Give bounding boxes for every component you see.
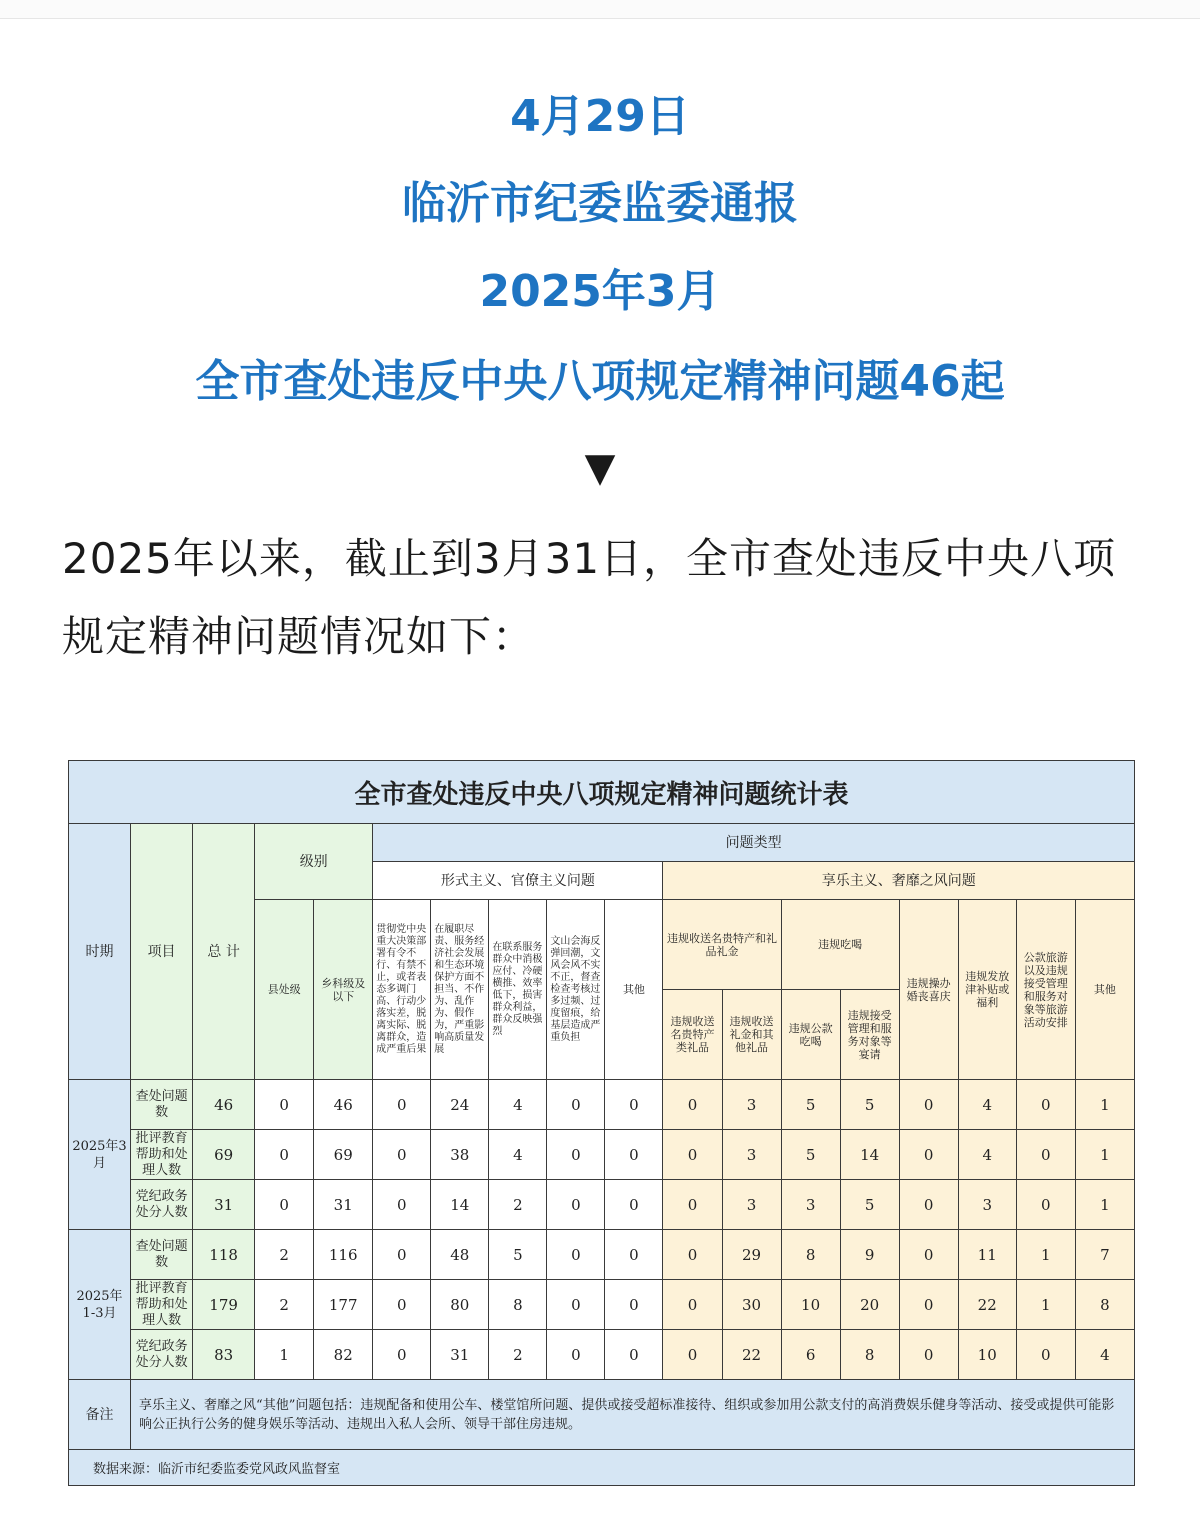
table-cell: 0 [663,1130,722,1180]
header-problem-types: 问题类型 [373,824,1135,862]
header-gift-col: 违规收送名贵特产类礼品 [663,990,722,1080]
table-cell: 38 [431,1130,489,1180]
header-dining-col: 违规接受管理和服务对象等宴请 [840,990,899,1080]
header-formalism-col: 贯彻党中央重大决策部署有令不行、有禁不止，或者表态多调门高、行动少落实差，脱离实际、脱离群众，造成严重后果 [373,900,431,1080]
table-cell: 0 [899,1080,958,1130]
table-row [69,1130,1135,1180]
table-cell: 82 [314,1330,373,1380]
table-cell: 4 [958,1080,1016,1130]
table-cell: 0 [547,1330,605,1380]
headline-date: 4月29日 [510,91,690,142]
row-item-label: 党纪政务处分人数 [131,1330,193,1380]
header-level: 级别 [255,824,373,900]
table-cell: 0 [605,1330,663,1380]
table-cell: 3 [722,1130,781,1180]
table-cell: 22 [722,1330,781,1380]
table-cell: 80 [431,1280,489,1330]
table-cell: 30 [722,1280,781,1330]
header-formalism-col: 文山会海反弹回潮，文风会风不实不正，督查检查考核过多过频、过度留痕，给基层造成严重负担 [547,900,605,1080]
table-cell: 0 [899,1130,958,1180]
header-hedonism-other: 其他 [1075,900,1134,1080]
table-cell: 5 [489,1230,547,1280]
table-cell: 0 [255,1130,314,1180]
table-cell: 0 [663,1180,722,1230]
period-label: 2025年1-3月 [69,1230,131,1380]
table-cell: 1 [1075,1130,1134,1180]
note-label: 备注 [69,1380,131,1450]
table-cell: 0 [1016,1330,1075,1380]
row-item-label: 批评教育帮助和处理人数 [131,1280,193,1330]
table-cell: 11 [958,1230,1016,1280]
data-source: 数据来源：临沂市纪委监委党风政风监督室 [69,1450,1135,1486]
table-cell: 177 [314,1280,373,1330]
header-formalism-col: 在履职尽责、服务经济社会发展和生态环境保护方面不担当、不作为、乱作为、假作为，严重影响高质量发展 [431,900,489,1080]
table-cell: 116 [314,1230,373,1280]
table-cell: 31 [431,1330,489,1380]
table-cell: 1 [1075,1180,1134,1230]
header-travel: 公款旅游以及违规接受管理和服务对象等旅游活动安排 [1016,900,1075,1080]
table-cell: 14 [431,1180,489,1230]
row-item-label: 党纪政务处分人数 [131,1180,193,1230]
table-cell: 0 [1016,1180,1075,1230]
table-cell: 0 [899,1280,958,1330]
table-cell: 118 [193,1230,255,1280]
table-cell: 8 [489,1280,547,1330]
table-cell: 8 [840,1330,899,1380]
table-row [69,1330,1135,1380]
table-cell: 1 [1075,1080,1134,1130]
table-cell: 0 [899,1230,958,1280]
table-cell: 0 [663,1230,722,1280]
table-cell: 0 [547,1180,605,1230]
table-cell: 0 [547,1230,605,1280]
table-cell: 0 [663,1330,722,1380]
table-cell: 0 [547,1130,605,1180]
table-cell: 69 [193,1130,255,1180]
table-cell: 0 [547,1280,605,1330]
table-cell: 3 [722,1180,781,1230]
table-cell: 0 [605,1180,663,1230]
row-item-label: 查处问题数 [131,1230,193,1280]
header-formalism: 形式主义、官僚主义问题 [373,862,663,900]
table-cell: 0 [547,1080,605,1130]
table-cell: 31 [314,1180,373,1230]
table-cell: 179 [193,1280,255,1330]
table-cell: 0 [1016,1130,1075,1180]
header-township-level: 乡科级及以下 [314,900,373,1080]
header-gift-group: 违规收送名贵特产和礼品礼金 [663,900,781,990]
headline-month: 2025年3月 [479,266,721,317]
table-cell: 0 [663,1280,722,1330]
header-hedonism: 享乐主义、奢靡之风问题 [663,862,1135,900]
table-cell: 20 [840,1280,899,1330]
table-cell: 4 [958,1130,1016,1180]
table-row [69,1230,1135,1280]
top-bar [0,0,1200,19]
table-cell: 0 [899,1330,958,1380]
table-cell: 0 [1016,1080,1075,1130]
table-cell: 2 [255,1280,314,1330]
table-cell: 2 [255,1230,314,1280]
table-cell: 46 [314,1080,373,1130]
table-cell: 10 [781,1280,840,1330]
header-county-level: 县处级 [255,900,314,1080]
table-cell: 0 [255,1180,314,1230]
table-cell: 5 [840,1080,899,1130]
header-item: 项目 [131,824,193,1080]
table-cell: 46 [193,1080,255,1130]
table-row [69,1180,1135,1230]
header-formalism-col: 在联系服务群众中消极应付、冷硬横推、效率低下，损害群众利益，群众反映强烈 [489,900,547,1080]
table-title: 全市查处违反中央八项规定精神问题统计表 [69,761,1135,824]
headline-issuer: 临沂市纪委监委通报 [402,178,798,229]
header-formalism-other: 其他 [605,900,663,1080]
table-cell: 3 [722,1080,781,1130]
table-cell: 0 [605,1280,663,1330]
table-row [69,1280,1135,1330]
table-row [69,1080,1135,1130]
table-cell: 10 [958,1330,1016,1380]
header-allowance: 违规发放津补贴或福利 [958,900,1016,1080]
table-cell: 8 [1075,1280,1134,1330]
table-cell: 22 [958,1280,1016,1330]
table-cell: 1 [1016,1230,1075,1280]
table-cell: 0 [899,1180,958,1230]
table-cell: 4 [489,1130,547,1180]
table-cell: 6 [781,1330,840,1380]
table-cell: 0 [605,1130,663,1180]
note-text: 享乐主义、奢靡之风“其他”问题包括：违规配备和使用公车、楼堂馆所问题、提供或接受超标准接待、组织或参加用公款支付的高消费娱乐健身等活动、接受或提供可能影响公正执行公务的健身娱乐等活动、违规出入私人会所、领导干部住房违规。 [131,1380,1135,1450]
header-period: 时期 [69,824,131,1080]
table-cell: 5 [781,1130,840,1180]
table-cell: 1 [255,1330,314,1380]
table-cell: 0 [373,1080,431,1130]
table-cell: 2 [489,1180,547,1230]
table-cell: 7 [1075,1230,1134,1280]
table-cell: 0 [373,1130,431,1180]
header-dining-col: 违规公款吃喝 [781,990,840,1080]
header-wedding: 违规操办婚丧喜庆 [899,900,958,1080]
down-triangle-icon: ▼ [584,445,616,491]
table-cell: 3 [958,1180,1016,1230]
header-dining-group: 违规吃喝 [781,900,899,990]
headline-summary: 全市查处违反中央八项规定精神问题46起 [195,356,1005,407]
table-cell: 5 [840,1180,899,1230]
table-cell: 4 [489,1080,547,1130]
table-cell: 31 [193,1180,255,1230]
table-cell: 24 [431,1080,489,1130]
table-cell: 2 [489,1330,547,1380]
table-cell: 0 [373,1280,431,1330]
table-cell: 48 [431,1230,489,1280]
table-cell: 0 [373,1230,431,1280]
row-item-label: 查处问题数 [131,1080,193,1130]
table-cell: 0 [663,1080,722,1130]
table-cell: 83 [193,1330,255,1380]
table-cell: 1 [1016,1280,1075,1330]
table-cell: 8 [781,1230,840,1280]
header-gift-col: 违规收送礼金和其他礼品 [722,990,781,1080]
header-total: 总 计 [193,824,255,1080]
table-cell: 0 [255,1080,314,1130]
table-cell: 9 [840,1230,899,1280]
table-cell: 0 [373,1330,431,1380]
table-cell: 0 [605,1080,663,1130]
period-label: 2025年3月 [69,1080,131,1230]
table-cell: 0 [605,1230,663,1280]
statistics-table [68,760,1135,1486]
table-cell: 5 [781,1080,840,1130]
table-cell: 4 [1075,1330,1134,1380]
table-cell: 0 [373,1180,431,1230]
table-cell: 3 [781,1180,840,1230]
table-cell: 29 [722,1230,781,1280]
table-cell: 69 [314,1130,373,1180]
intro-paragraph: 2025年以来，截止到3月31日，全市查处违反中央八项规定精神问题情况如下： [62,534,1117,661]
table-cell: 14 [840,1130,899,1180]
row-item-label: 批评教育帮助和处理人数 [131,1130,193,1180]
